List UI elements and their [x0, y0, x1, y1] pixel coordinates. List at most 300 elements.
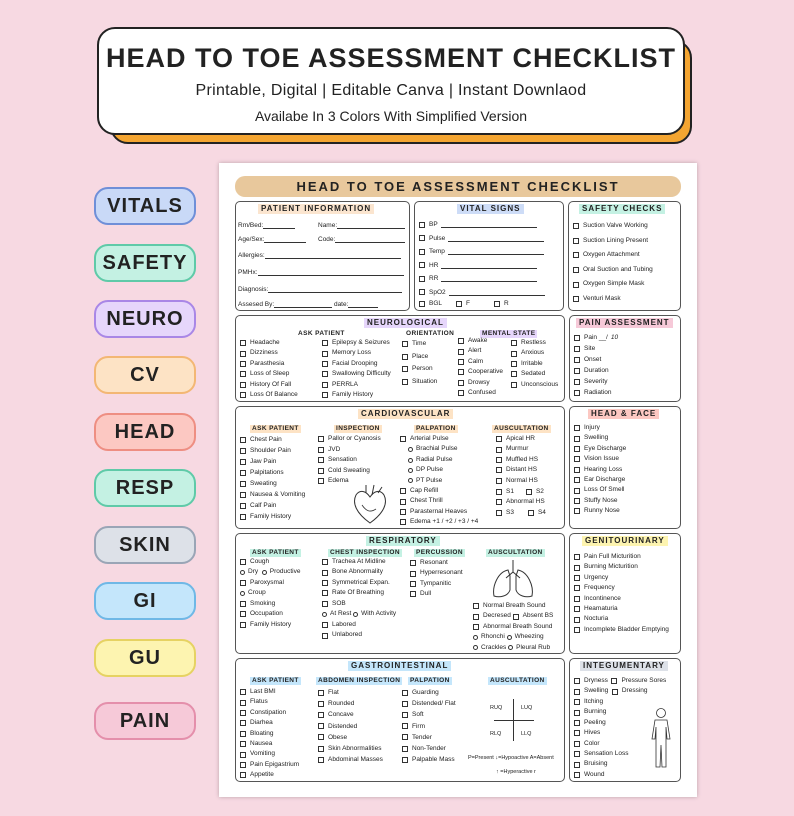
item-label: Distended — [328, 722, 358, 730]
item-label: Nausea — [250, 740, 273, 748]
item-label: Vision Issue — [584, 455, 619, 463]
checkbox[interactable] — [240, 772, 246, 778]
swelling-checkbox[interactable] — [574, 689, 580, 695]
checkbox[interactable] — [574, 446, 580, 452]
item-label: Pain __/ — [584, 334, 608, 341]
item-label: Concave — [328, 711, 354, 719]
pain-list-item — [574, 332, 618, 343]
checkbox[interactable] — [574, 699, 580, 705]
checkbox[interactable] — [574, 425, 580, 431]
checkbox[interactable] — [574, 390, 580, 396]
item-label: Burning Micturition — [584, 563, 638, 571]
checkbox[interactable] — [240, 437, 246, 443]
checkbox[interactable] — [574, 498, 580, 504]
checkbox[interactable] — [574, 596, 580, 602]
item-label: Unlabored — [332, 631, 362, 639]
checkbox[interactable] — [318, 468, 324, 474]
checkbox[interactable] — [240, 611, 246, 617]
item-label: Oxygen Attachment — [583, 251, 640, 259]
checkbox[interactable] — [419, 235, 425, 241]
pill-pain: PAIN — [94, 702, 196, 740]
checkbox[interactable] — [240, 503, 246, 509]
checkbox[interactable] — [240, 752, 246, 758]
gi-c2-item — [318, 743, 383, 754]
dryness-label: Dryness — [584, 677, 608, 684]
item-label: Guarding — [412, 689, 439, 696]
patient-info-section — [235, 201, 410, 311]
item-label: DP Pulse — [416, 466, 443, 474]
neuro-c1-item — [240, 359, 298, 369]
checkbox[interactable] — [574, 565, 580, 571]
safety-checks-heading: SAFETY CHECKS — [579, 204, 665, 214]
checkbox[interactable] — [574, 368, 580, 374]
item-label: Temp — [429, 248, 445, 255]
checkbox[interactable] — [240, 762, 246, 768]
checkbox[interactable] — [496, 457, 502, 463]
checkbox[interactable] — [318, 478, 324, 484]
s3-checkbox[interactable] — [496, 510, 502, 516]
checkbox[interactable] — [318, 447, 324, 453]
head-face-heading: HEAD & FACE — [588, 409, 659, 419]
checkbox[interactable] — [573, 238, 579, 244]
resp-c2-item — [322, 567, 390, 577]
rhonchi-radio[interactable] — [473, 635, 478, 640]
checkbox[interactable] — [402, 379, 408, 385]
integumentary-heading: INTEGUMENTARY — [580, 661, 668, 671]
at-rest-radio[interactable] — [322, 612, 327, 617]
cv-c1-item — [240, 489, 305, 500]
swelling-label: Swelling — [584, 687, 609, 695]
item-label: Chest Thrill — [410, 497, 443, 505]
checkbox[interactable] — [322, 559, 328, 565]
respiratory-section — [235, 533, 565, 654]
arterial-pulse-item — [400, 434, 478, 444]
item-label: Edema +1 / +2 / +3 / +4 — [410, 518, 479, 526]
neuro-c1-item — [240, 380, 298, 390]
s1-checkbox[interactable] — [496, 489, 502, 495]
decreased-checkbox[interactable] — [473, 614, 479, 620]
checkbox[interactable] — [402, 746, 408, 752]
neuro-c2-item — [322, 359, 391, 369]
checkbox[interactable] — [511, 361, 517, 367]
pressure-sores-label: Pressure Sores — [621, 677, 667, 684]
checkbox[interactable] — [496, 467, 502, 473]
checkbox[interactable] — [496, 447, 502, 453]
checkbox[interactable] — [511, 371, 517, 377]
checkbox[interactable] — [573, 282, 579, 288]
normal-bs-checkbox[interactable] — [473, 603, 479, 609]
checkbox[interactable] — [240, 700, 246, 706]
pulse-item — [400, 465, 478, 475]
cv-auscultation-heading: AUSCULTATION — [494, 425, 549, 432]
f-checkbox[interactable] — [456, 301, 462, 307]
item-label: Loss Of Smell — [584, 486, 625, 494]
radio[interactable] — [408, 478, 413, 483]
item-label: History Of Fall — [250, 380, 292, 388]
respiratory-heading: RESPIRATORY — [366, 536, 440, 546]
with-activity-radio[interactable] — [353, 612, 358, 617]
checkbox[interactable] — [574, 741, 580, 747]
checkbox[interactable] — [318, 746, 324, 752]
resp-ask-heading: ASK PATIENT — [252, 549, 299, 556]
checkbox[interactable] — [240, 741, 246, 747]
neuro-mental-heading: MENTAL STATE — [482, 330, 536, 337]
checkbox[interactable] — [574, 575, 580, 581]
cv-c2-item — [318, 445, 381, 456]
item-label: Trachea At Midline — [332, 558, 386, 565]
checkbox[interactable] — [458, 338, 464, 344]
checkbox[interactable] — [573, 223, 579, 229]
absent-bs-checkbox[interactable] — [513, 614, 519, 620]
checkbox[interactable] — [458, 380, 464, 386]
checkbox[interactable] — [240, 492, 246, 498]
checkbox[interactable] — [574, 585, 580, 591]
checkbox[interactable] — [240, 392, 246, 398]
checkbox[interactable] — [240, 689, 246, 695]
checkbox[interactable] — [511, 382, 517, 388]
checkbox[interactable] — [496, 478, 502, 484]
checkbox[interactable] — [240, 720, 246, 726]
item-label: Croup — [248, 589, 266, 597]
checkbox[interactable] — [240, 731, 246, 737]
checkbox[interactable] — [419, 222, 425, 228]
checkbox[interactable] — [400, 436, 406, 442]
r-label: R — [504, 300, 509, 307]
item-label: Oral Suction and Tubing — [583, 265, 653, 273]
gi-palpation-heading: PALPATION — [410, 677, 450, 684]
checkbox[interactable] — [400, 499, 406, 505]
checkbox[interactable] — [400, 488, 406, 494]
checkbox[interactable] — [574, 508, 580, 514]
checkbox[interactable] — [240, 481, 246, 487]
checkbox[interactable] — [240, 580, 246, 586]
checkbox[interactable] — [574, 751, 580, 757]
banner — [97, 27, 685, 135]
checkbox[interactable] — [574, 456, 580, 462]
checkbox[interactable] — [322, 361, 328, 367]
integ-list-item — [574, 697, 628, 707]
bgl-checkbox[interactable] — [419, 301, 425, 307]
gi-c3-item — [402, 732, 456, 743]
cardiovascular-section — [235, 406, 565, 529]
item-label: Urgency — [584, 573, 609, 581]
r-checkbox[interactable] — [494, 301, 500, 307]
item-label: Parasthesia — [250, 359, 285, 367]
cv-c1-item — [240, 511, 305, 522]
assessed-by-label: Assesed By: — [238, 301, 275, 308]
checkbox[interactable] — [402, 723, 408, 729]
pleural-rub-radio[interactable] — [508, 645, 513, 650]
pain-list-item — [574, 365, 618, 376]
item-label: Hives — [584, 729, 601, 737]
item-label: Place — [412, 352, 429, 360]
checkbox[interactable] — [318, 457, 324, 463]
palpation-item — [400, 517, 478, 527]
item-label: Radiation — [584, 389, 612, 396]
checkbox[interactable] — [402, 341, 408, 347]
checkbox[interactable] — [574, 335, 580, 341]
gi-c2-item — [318, 732, 383, 743]
cv-c4-item — [496, 444, 538, 454]
checkbox[interactable] — [410, 571, 416, 577]
checkbox[interactable] — [458, 349, 464, 355]
checkbox[interactable] — [240, 710, 246, 716]
dryness-checkbox[interactable] — [574, 678, 580, 684]
checkbox[interactable] — [511, 340, 517, 346]
checkbox[interactable] — [419, 289, 425, 295]
crackles-radio[interactable] — [473, 645, 478, 650]
dry-radio[interactable] — [240, 570, 245, 575]
item-label: Bruising — [584, 760, 608, 768]
checkbox[interactable] — [240, 448, 246, 454]
checkbox[interactable] — [574, 606, 580, 612]
checkbox[interactable] — [574, 617, 580, 623]
checkbox[interactable] — [402, 757, 408, 763]
neuro-c1-item — [240, 348, 298, 358]
checkbox[interactable] — [322, 340, 328, 346]
pill-skin: SKIN — [94, 526, 196, 564]
head-list-item — [574, 444, 626, 454]
checkbox[interactable] — [402, 354, 408, 360]
resp-c3-item — [410, 589, 463, 599]
item-label: Pain Full Micturition — [584, 553, 641, 560]
checkbox[interactable] — [322, 622, 328, 628]
checkbox[interactable] — [400, 509, 406, 515]
checkbox[interactable] — [419, 276, 425, 282]
neuro-c1-item — [240, 369, 298, 379]
pleural-rub-label: Pleural Rub — [516, 643, 551, 651]
radio[interactable] — [408, 458, 413, 463]
item-label: RR — [429, 275, 439, 282]
resp-c1-item — [240, 588, 291, 598]
checkbox[interactable] — [458, 369, 464, 375]
checkbox[interactable] — [322, 601, 328, 607]
item-label: Cooperative — [468, 368, 504, 376]
checkbox[interactable] — [402, 712, 408, 718]
checkbox[interactable] — [400, 519, 406, 525]
neuro-c3-item — [402, 338, 437, 351]
checkbox[interactable] — [322, 590, 328, 596]
item-label: Labored — [332, 621, 356, 628]
checkbox[interactable] — [318, 701, 324, 707]
checkbox[interactable] — [574, 488, 580, 494]
item-label: Nausea & Vomiting — [250, 491, 306, 498]
resp-auscultation-heading: AUSCULTATION — [488, 549, 543, 556]
item-label: BP — [429, 221, 438, 228]
checkbox[interactable] — [240, 514, 246, 520]
checkbox[interactable] — [458, 390, 464, 396]
rm-bed-label: Rm/Bed: — [238, 222, 264, 229]
checkbox[interactable] — [574, 710, 580, 716]
pmhx-label: PMHx: — [238, 269, 258, 276]
gi-c2-item — [318, 721, 383, 732]
checkbox[interactable] — [402, 701, 408, 707]
head-list-item — [574, 423, 626, 433]
s1-label: S1 — [506, 488, 514, 495]
checkbox[interactable] — [496, 436, 502, 442]
pulse-item — [400, 476, 478, 486]
checkbox[interactable] — [574, 627, 580, 633]
checkbox[interactable] — [240, 371, 246, 377]
item-label: Facial Drooping — [332, 359, 378, 367]
checkbox[interactable] — [402, 690, 408, 696]
checkbox[interactable] — [574, 762, 580, 768]
checkbox[interactable] — [322, 570, 328, 576]
checkbox[interactable] — [240, 459, 246, 465]
dressing-checkbox[interactable] — [612, 689, 618, 695]
checkbox[interactable] — [419, 249, 425, 255]
item-label: Palpable Mass — [412, 756, 455, 764]
item-label: Situation — [412, 377, 438, 385]
cough-checkbox[interactable] — [240, 559, 246, 565]
item-label: Symmetrical Expan. — [332, 578, 390, 586]
checkbox[interactable] — [574, 554, 580, 560]
item-label: Unconscious — [521, 380, 559, 388]
checkbox[interactable] — [573, 296, 579, 302]
checkbox[interactable] — [419, 262, 425, 268]
resp-inspection-heading: CHEST INSPECTION — [330, 549, 400, 556]
s4-checkbox[interactable] — [528, 510, 534, 516]
neuro-c4-item — [458, 378, 503, 388]
checkbox[interactable] — [511, 351, 517, 357]
checkbox[interactable] — [410, 591, 416, 597]
productive-radio[interactable] — [262, 570, 267, 575]
checkbox[interactable] — [322, 371, 328, 377]
neuro-c4-item — [458, 367, 503, 377]
neuro-c2-item — [322, 348, 391, 358]
item-label: Suction Lining Present — [583, 236, 649, 244]
checkbox[interactable] — [574, 436, 580, 442]
resp-percussion-heading: PERCUSSION — [416, 549, 463, 556]
checkbox[interactable] — [322, 633, 328, 639]
gi-c1-item — [240, 697, 299, 707]
checkbox[interactable] — [318, 712, 324, 718]
checkbox[interactable] — [240, 470, 246, 476]
cv-c1-item — [240, 456, 305, 467]
dressing-label: Dressing — [621, 687, 648, 695]
checkbox[interactable] — [573, 252, 579, 258]
checkbox[interactable] — [574, 357, 580, 363]
integ-list-item — [574, 707, 628, 717]
radio[interactable] — [408, 468, 413, 473]
checkbox[interactable] — [240, 622, 246, 628]
checkbox[interactable] — [574, 379, 580, 385]
neuro-c3-item — [402, 376, 437, 389]
checkbox[interactable] — [458, 359, 464, 365]
abnormal-bs-checkbox[interactable] — [473, 624, 479, 630]
checkbox[interactable] — [240, 340, 246, 346]
checkbox[interactable] — [574, 346, 580, 352]
pressure-sores-checkbox[interactable] — [611, 678, 617, 684]
normal-bs-label: Normal Breath Sound — [483, 602, 546, 609]
safety-list-item — [573, 234, 653, 249]
neuro-c2-item — [322, 390, 391, 400]
cv-c2-item — [318, 455, 381, 466]
cv-c2-item — [318, 466, 381, 477]
checkbox[interactable] — [322, 580, 328, 586]
checkbox[interactable] — [240, 382, 246, 388]
checkbox[interactable] — [318, 436, 324, 442]
checkbox[interactable] — [318, 734, 324, 740]
checkbox[interactable] — [402, 734, 408, 740]
resp-c1-item — [240, 609, 291, 619]
radio[interactable] — [240, 591, 245, 596]
gi-c3-item — [402, 754, 456, 765]
pill-resp: RESP — [94, 469, 196, 507]
item-label: JVD — [328, 445, 341, 453]
checkbox[interactable] — [318, 723, 324, 729]
item-label: Pulse — [429, 234, 446, 242]
item-label: Memory Loss — [332, 349, 372, 357]
checkbox[interactable] — [318, 757, 324, 763]
item-label: Obese — [328, 733, 348, 741]
pain-assessment-section — [569, 315, 681, 402]
item-label: Family History — [250, 620, 292, 628]
gi-c1-item — [240, 760, 299, 770]
item-label: Hyperresonant — [420, 569, 463, 577]
f-label: F — [466, 300, 470, 307]
abnormal-hs-checkbox[interactable] — [496, 499, 502, 505]
item-label: Parasternal Heaves — [410, 507, 468, 515]
checkbox[interactable] — [240, 351, 246, 357]
vitals-list-item — [419, 218, 545, 232]
resp-c2b-item — [322, 620, 362, 630]
checkbox[interactable] — [574, 477, 580, 483]
item-label: Bone Abnormality — [332, 568, 383, 576]
checkbox[interactable] — [240, 361, 246, 367]
head-list-item — [574, 485, 626, 495]
item-label: Hearing Loss — [584, 465, 623, 473]
checkbox[interactable] — [322, 351, 328, 357]
checkbox[interactable] — [240, 601, 246, 607]
item-label: Loss of Sleep — [250, 370, 290, 378]
checkbox[interactable] — [410, 581, 416, 587]
checkbox[interactable] — [322, 382, 328, 388]
checkbox[interactable] — [410, 560, 416, 566]
item-label: Swallowing Difficulty — [332, 370, 391, 378]
gu-list-item — [574, 625, 669, 635]
checkbox[interactable] — [574, 467, 580, 473]
safety-list-item — [573, 292, 653, 307]
integ-list-item — [574, 728, 628, 738]
s2-checkbox[interactable] — [526, 489, 532, 495]
gi-c3-item — [402, 698, 456, 709]
checkbox[interactable] — [574, 730, 580, 736]
checkbox[interactable] — [318, 690, 324, 696]
neuro-c3-item — [402, 351, 437, 364]
wheezing-radio[interactable] — [507, 635, 512, 640]
checkbox[interactable] — [574, 720, 580, 726]
neuro-c4-item — [458, 357, 503, 367]
item-label: Non-Tender — [412, 745, 446, 753]
neuro-c4-item — [458, 336, 503, 346]
productive-label: Productive — [269, 568, 301, 576]
cv-c4-item — [496, 434, 538, 444]
checkbox[interactable] — [402, 366, 408, 372]
radio[interactable] — [408, 447, 413, 452]
pill-safety: SAFETY — [94, 244, 196, 282]
neuro-c1-item — [240, 390, 298, 400]
llq-label: LLQ — [521, 731, 532, 737]
resp-c1-item — [240, 599, 291, 609]
item-label: Resonant — [420, 559, 448, 566]
checkbox[interactable] — [573, 267, 579, 273]
item-label: Shoulder Pain — [250, 447, 291, 454]
item-label: Sedated — [521, 370, 546, 378]
checkbox[interactable] — [322, 392, 328, 398]
checkbox[interactable] — [574, 772, 580, 778]
ruq-label: RUQ — [490, 705, 503, 711]
